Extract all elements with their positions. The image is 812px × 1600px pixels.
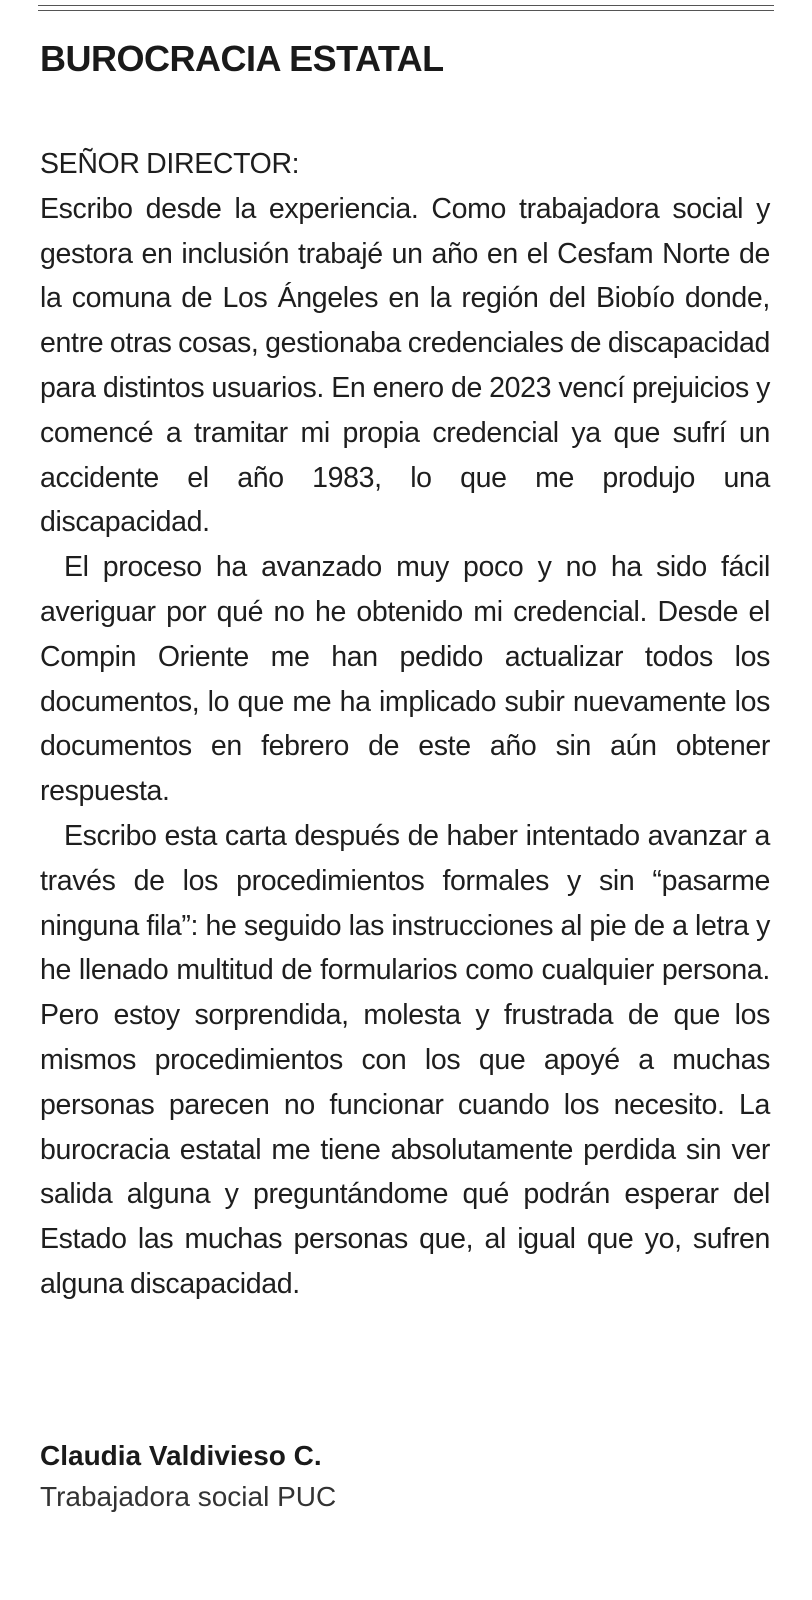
paragraph-3: Escribo esta carta después de haber intentado avanzar a través de los procedimientos formales y sin “pasarme ninguna fila”: he seguido las instrucciones al pie de a letra y he llenado multitud de formularios como cualquier persona. Pero estoy sorprendida, molesta y frustrada de que los mismos procedimientos con los que apoyé a muchas personas parecen no funcionar cuando los necesito. La burocracia estatal me tiene absolutamente perdida sin ver salida alguna y preguntándome qué podrán esperar del Estado las muchas personas que, al igual que yo, sufren alguna discapacidad. (40, 819, 770, 1300)
signature-block (40, 1436, 770, 1518)
paragraph-1: Escribo desde la experiencia. Como trabajadora social y gestora en inclusión trabajé un año en el Cesfam Norte de la comuna de Los Ángeles en la región del Biobío donde, entre otras cosas, gestionaba credenciales de discapacidad para distintos usuarios. En enero de 2023 vencí prejuicios y comencé a tramitar mi propia credencial ya que sufrí un accidente el año 1983, lo que me produjo una discapacidad. (40, 192, 770, 539)
top-rule (38, 5, 774, 11)
signature-title: Trabajadora social PUC (40, 1481, 337, 1512)
letter-body (40, 142, 770, 1307)
headline: BUROCRACIA ESTATAL (40, 38, 444, 79)
signature-name: Claudia Valdivieso C. (40, 1440, 322, 1471)
salutation: SEÑOR DIRECTOR: (40, 148, 300, 180)
paragraph-2: El proceso ha avanzado muy poco y no ha sido fácil averiguar por qué no he obtenido mi credencial. Desde el Compin Oriente me han pedido actualizar todos los documentos, lo que me ha implicado subir nuevamente los documentos en febrero de este año sin aún obtener respuesta. (40, 551, 770, 808)
